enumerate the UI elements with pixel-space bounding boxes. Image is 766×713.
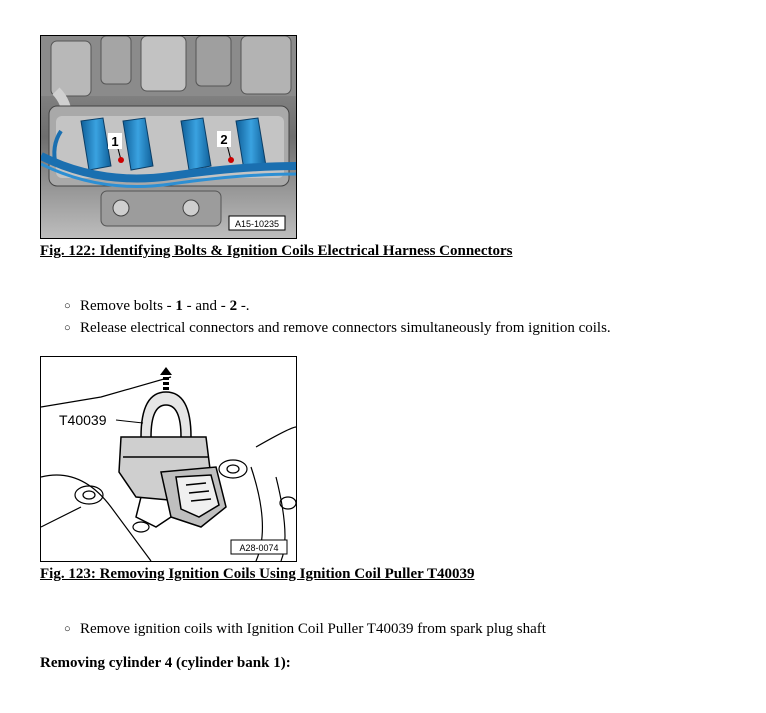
figure-122-caption: Fig. 122: Identifying Bolts & Ignition Coils Electrical Harness Connectors [40,243,513,259]
figure-123-caption: Fig. 123: Removing Ignition Coils Using Ignition Coil Puller T40039 [40,566,475,582]
bolt-2-marker [228,157,234,163]
figure-123-image [40,356,297,562]
list-item: ○ Release electrical connectors and remove connectors simultaneously from ignition coils. [64,317,611,339]
bullet-icon: ○ [64,322,71,334]
bolt-1-marker [118,157,124,163]
instruction-list-2 [64,618,546,640]
bolt-ref-1: 1 [175,298,183,314]
bullet-icon: ○ [64,300,71,312]
figure-122-image [40,35,297,239]
tool-label-t40039: T40039 [59,412,107,428]
callout-2: 2 [220,132,228,147]
figure-123-code: A28-0074 [239,543,279,553]
callout-1: 1 [111,134,119,149]
engine-ignition-coils-illustration [41,36,296,238]
list-item: ○ Remove ignition coils with Ignition Coil Puller T40039 from spark plug shaft [64,618,546,640]
instruction-list-1 [64,295,611,339]
bullet-icon: ○ [64,623,71,635]
section-heading: Removing cylinder 4 (cylinder bank 1): [40,655,291,671]
bolt-ref-2: 2 [229,298,238,314]
list-item: ○ Remove bolts - 1 - and - 2 -. [64,295,611,317]
figure-122-code: A15-10235 [234,219,280,229]
coil-puller-illustration [41,357,296,561]
